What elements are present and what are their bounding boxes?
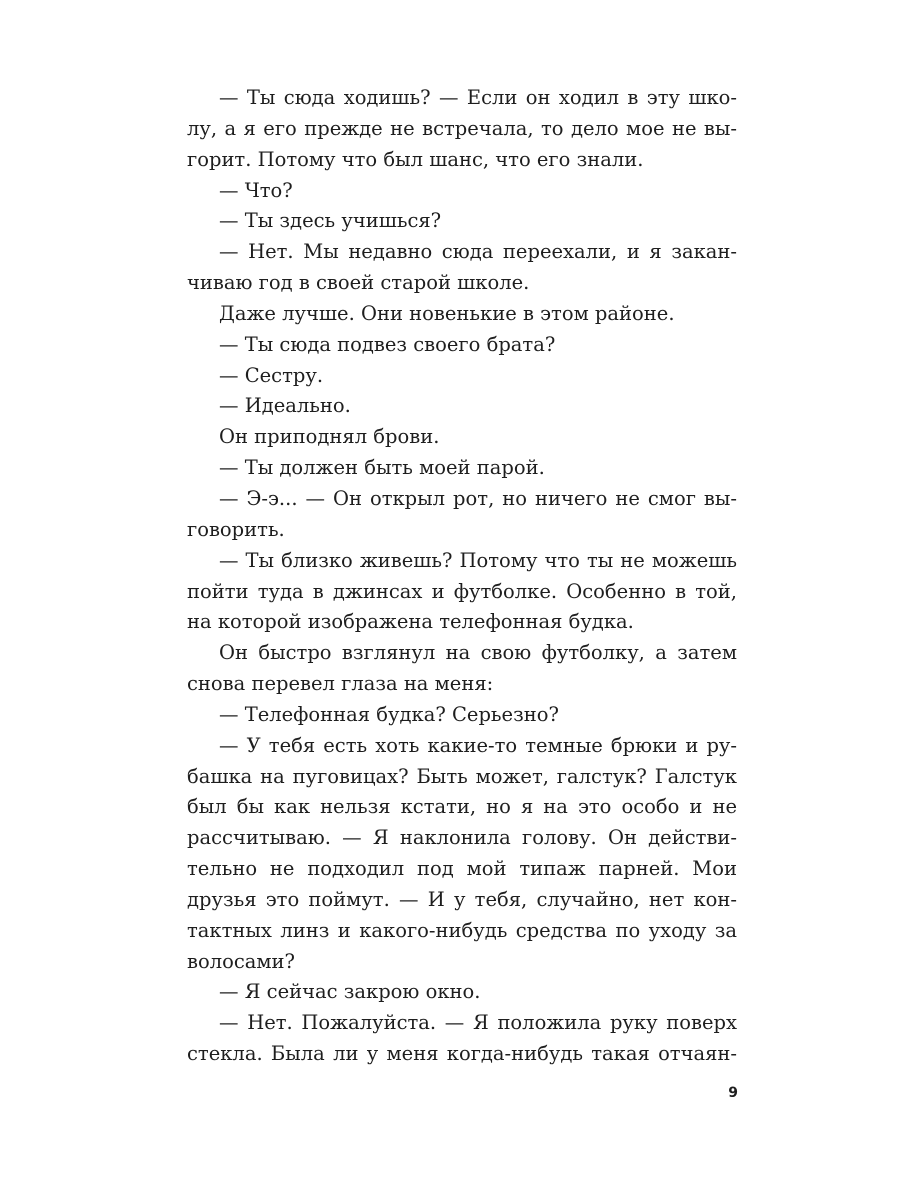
text-line: — Сестру. [219, 363, 324, 387]
text-line: тактных линз и какого-нибудь средства по уходу за [187, 918, 737, 942]
text-line: стекла. Была ли у меня когда-нибудь такая отчаян- [187, 1042, 737, 1066]
page-number: 9 [728, 1085, 738, 1101]
text-line: — Нет. Мы недавно сюда переехали, и я закан- [219, 240, 737, 264]
text-line: Он приподнял брови. [219, 425, 440, 449]
text-line: — Ты близко живешь? Потому что ты не можешь [219, 548, 737, 572]
text-line: — Э-э... — Он открыл рот, но ничего не смог вы- [219, 486, 737, 510]
text-line: Даже лучше. Они новенькие в этом районе. [219, 301, 675, 325]
text-line: — Ты здесь учишься? [219, 209, 442, 233]
text-line: на которой изображена телефонная будка. [187, 610, 634, 634]
text-line: Он быстро взглянул на свою футболку, а затем [219, 641, 737, 665]
text-line: друзья это поймут. — И у тебя, случайно, нет кон- [187, 887, 737, 911]
text-line: — Что? [219, 178, 293, 202]
text-line: башка на пуговицах? Быть может, галстук? Галстук [187, 764, 737, 788]
text-line: тельно не подходил под мой типаж парней. Мои [187, 857, 737, 881]
text-line: волосами? [187, 949, 296, 973]
text-line: — Телефонная будка? Серьезно? [219, 702, 559, 726]
text-line: горит. Потому что был шанс, что его знали. [187, 147, 644, 171]
text-line: — Нет. Пожалуйста. — Я положила руку поверх [219, 1011, 737, 1035]
text-line: пойти туда в джинсах и футболке. Особенно в той, [187, 579, 737, 603]
text-line: — Ты сюда ходишь? — Если он ходил в эту шко- [219, 86, 737, 109]
text-line: говорить. [187, 517, 285, 541]
text-line: — Я сейчас закрою окно. [219, 980, 481, 1004]
text-line: лу, а я его прежде не встречала, то дело мое не вы- [187, 116, 737, 140]
text-line: чиваю год в своей старой школе. [187, 271, 530, 295]
text-line: снова перевел глаза на меня: [187, 672, 494, 696]
text-line: — Ты сюда подвез своего брата? [219, 332, 556, 356]
text-line: был бы как нельзя кстати, но я на это особо и не [187, 795, 737, 819]
text-line: рассчитываю. — Я наклонила голову. Он действи- [187, 826, 737, 850]
body-text [187, 83, 737, 1070]
text-line: — У тебя есть хоть какие-то темные брюки и ру- [219, 733, 737, 757]
text-line: — Ты должен быть моей парой. [219, 456, 545, 480]
text-line: — Идеально. [219, 394, 351, 418]
